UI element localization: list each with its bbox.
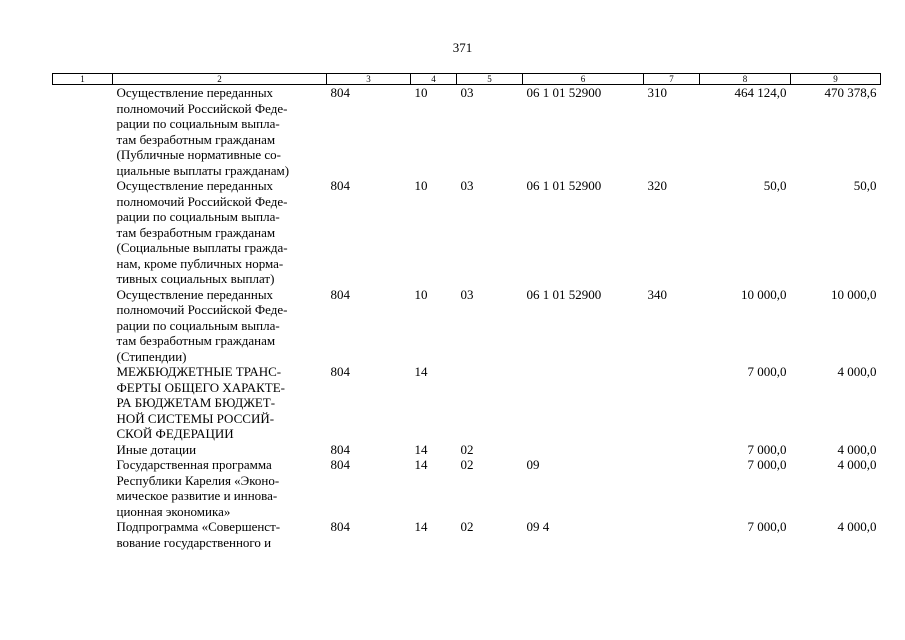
item-name-line: рации по социальным выпла- <box>116 317 280 333</box>
cell-amount-year-1: 7 000,0 <box>747 441 787 457</box>
cell-amount-year-2: 10 000,0 <box>831 286 877 302</box>
cell-expense-type <box>644 364 700 442</box>
item-name-line: вование государственного и <box>116 534 272 550</box>
cell-department-code: 804 <box>330 457 350 472</box>
cell-expense-type: 340 <box>647 286 667 302</box>
cell-section-code: 10 <box>414 85 428 100</box>
column-header-9: 9 <box>791 74 881 85</box>
cell-item-name <box>113 178 327 287</box>
cell-target-article: 06 1 01 52900 <box>526 85 602 100</box>
cell-amount-year-1: 7 000,0 <box>747 457 787 472</box>
cell-section-code: 14 <box>414 364 428 379</box>
cell-col-1 <box>53 85 113 179</box>
column-header-1: 1 <box>53 74 113 85</box>
cell-col-1 <box>53 442 113 458</box>
cell-expense-type <box>644 519 700 550</box>
item-name-line: полномочий Российской Феде- <box>116 193 288 209</box>
cell-target-article: 09 4 <box>526 519 550 534</box>
cell-amount-year-2: 4 000,0 <box>837 441 877 457</box>
item-name-line: тивных социальных выплат) <box>116 271 275 286</box>
cell-amount-year-2: 4 000,0 <box>837 457 877 472</box>
cell-amount-year-2: 4 000,0 <box>837 364 877 379</box>
item-name-line: Государственная программа <box>116 457 272 472</box>
cell-subsection-code: 02 <box>460 519 474 534</box>
cell-subsection-code: 02 <box>460 457 474 472</box>
cell-section-code: 14 <box>414 457 428 472</box>
cell-expense-type <box>644 442 700 458</box>
cell-col-1 <box>53 519 113 550</box>
item-name-line: (Социальные выплаты гражда- <box>116 240 288 255</box>
budget-table <box>52 73 881 550</box>
item-name-line: там безработным гражданам <box>116 131 276 147</box>
cell-section-code: 10 <box>414 178 428 193</box>
cell-amount-year-1: 7 000,0 <box>747 519 787 534</box>
cell-col-1 <box>53 364 113 442</box>
item-name-line: полномочий Российской Феде- <box>116 302 288 317</box>
cell-amount-year-2: 50,0 <box>853 178 877 193</box>
cell-item-name <box>113 519 327 550</box>
cell-department-code: 804 <box>330 286 350 302</box>
cell-expense-type: 310 <box>647 85 667 100</box>
item-name-line: (Стипендии) <box>116 348 187 364</box>
column-header-7: 7 <box>644 74 700 85</box>
cell-amount-year-1: 10 000,0 <box>741 286 787 302</box>
item-name-line: Осуществление переданных <box>116 178 274 193</box>
item-name-line: НОЙ СИСТЕМЫ РОССИЙ- <box>116 410 275 426</box>
cell-amount-year-1: 7 000,0 <box>747 364 787 379</box>
cell-col-1 <box>53 457 113 519</box>
item-name-line: циальные выплаты гражданам) <box>116 162 290 178</box>
cell-target-article: 06 1 01 52900 <box>526 178 602 193</box>
item-name-line: ционная экономика» <box>116 503 231 519</box>
column-header-8: 8 <box>700 74 791 85</box>
cell-section-code: 14 <box>414 519 428 534</box>
item-name-line: МЕЖБЮДЖЕТНЫЕ ТРАНС- <box>116 364 282 379</box>
cell-expense-type: 320 <box>647 178 667 193</box>
column-number-header <box>53 74 881 85</box>
item-name-line: рации по социальным выпла- <box>116 209 280 224</box>
cell-target-article <box>523 442 644 458</box>
table-row <box>53 85 881 179</box>
cell-department-code: 804 <box>330 519 350 534</box>
item-name-line: мическое развитие и иннова- <box>116 488 278 503</box>
item-name-line: нам, кроме публичных норма- <box>116 255 284 271</box>
item-name-line: там безработным гражданам <box>116 224 276 240</box>
table-row <box>53 364 881 442</box>
table-row <box>53 457 881 519</box>
cell-department-code: 804 <box>330 85 350 100</box>
cell-section-code: 10 <box>414 286 428 302</box>
item-name-line: Иные дотации <box>116 441 197 457</box>
cell-item-name <box>113 457 327 519</box>
column-header-3: 3 <box>327 74 411 85</box>
cell-subsection-code: 03 <box>460 286 474 302</box>
item-name-line: полномочий Российской Феде- <box>116 100 288 116</box>
item-name-line: РА БЮДЖЕТАМ БЮДЖЕТ- <box>116 395 276 410</box>
item-name-line: Осуществление переданных <box>116 85 274 100</box>
cell-target-article: 09 <box>526 457 540 472</box>
cell-subsection-code: 03 <box>460 85 474 100</box>
item-name-line: СКОЙ ФЕДЕРАЦИИ <box>116 426 234 441</box>
cell-amount-year-1: 50,0 <box>763 178 787 193</box>
cell-department-code: 804 <box>330 441 350 457</box>
cell-item-name <box>113 364 327 442</box>
column-header-4: 4 <box>411 74 457 85</box>
column-header-5: 5 <box>457 74 523 85</box>
item-name-line: Осуществление переданных <box>116 286 274 302</box>
cell-amount-year-1: 464 124,0 <box>734 85 787 100</box>
table-row <box>53 287 881 365</box>
cell-col-1 <box>53 178 113 287</box>
cell-subsection-code: 02 <box>460 441 474 457</box>
cell-expense-type <box>644 457 700 519</box>
column-header-2: 2 <box>113 74 327 85</box>
cell-target-article: 06 1 01 52900 <box>526 286 602 302</box>
item-name-line: ФЕРТЫ ОБЩЕГО ХАРАКТЕ- <box>116 379 285 395</box>
item-name-line: (Публичные нормативные со- <box>116 147 281 162</box>
cell-section-code: 14 <box>414 441 428 457</box>
cell-department-code: 804 <box>330 178 350 193</box>
cell-amount-year-2: 4 000,0 <box>837 519 877 534</box>
table-row <box>53 178 881 287</box>
cell-amount-year-2: 470 378,6 <box>824 85 877 100</box>
table-body <box>53 85 881 551</box>
cell-subsection-code <box>457 364 523 442</box>
item-name-line: рации по социальным выпла- <box>116 116 280 131</box>
cell-col-1 <box>53 287 113 365</box>
item-name-line: Подпрограмма «Совершенст- <box>116 519 281 534</box>
cell-item-name <box>113 287 327 365</box>
cell-item-name <box>113 442 327 458</box>
cell-subsection-code: 03 <box>460 178 474 193</box>
item-name-line: там безработным гражданам <box>116 333 276 348</box>
column-header-6: 6 <box>523 74 644 85</box>
cell-department-code: 804 <box>330 364 350 379</box>
cell-target-article <box>523 364 644 442</box>
item-name-line: Республики Карелия «Эконо- <box>116 472 280 488</box>
table-row <box>53 519 881 550</box>
page-number: 371 <box>452 40 473 55</box>
cell-item-name <box>113 85 327 179</box>
table-row <box>53 442 881 458</box>
